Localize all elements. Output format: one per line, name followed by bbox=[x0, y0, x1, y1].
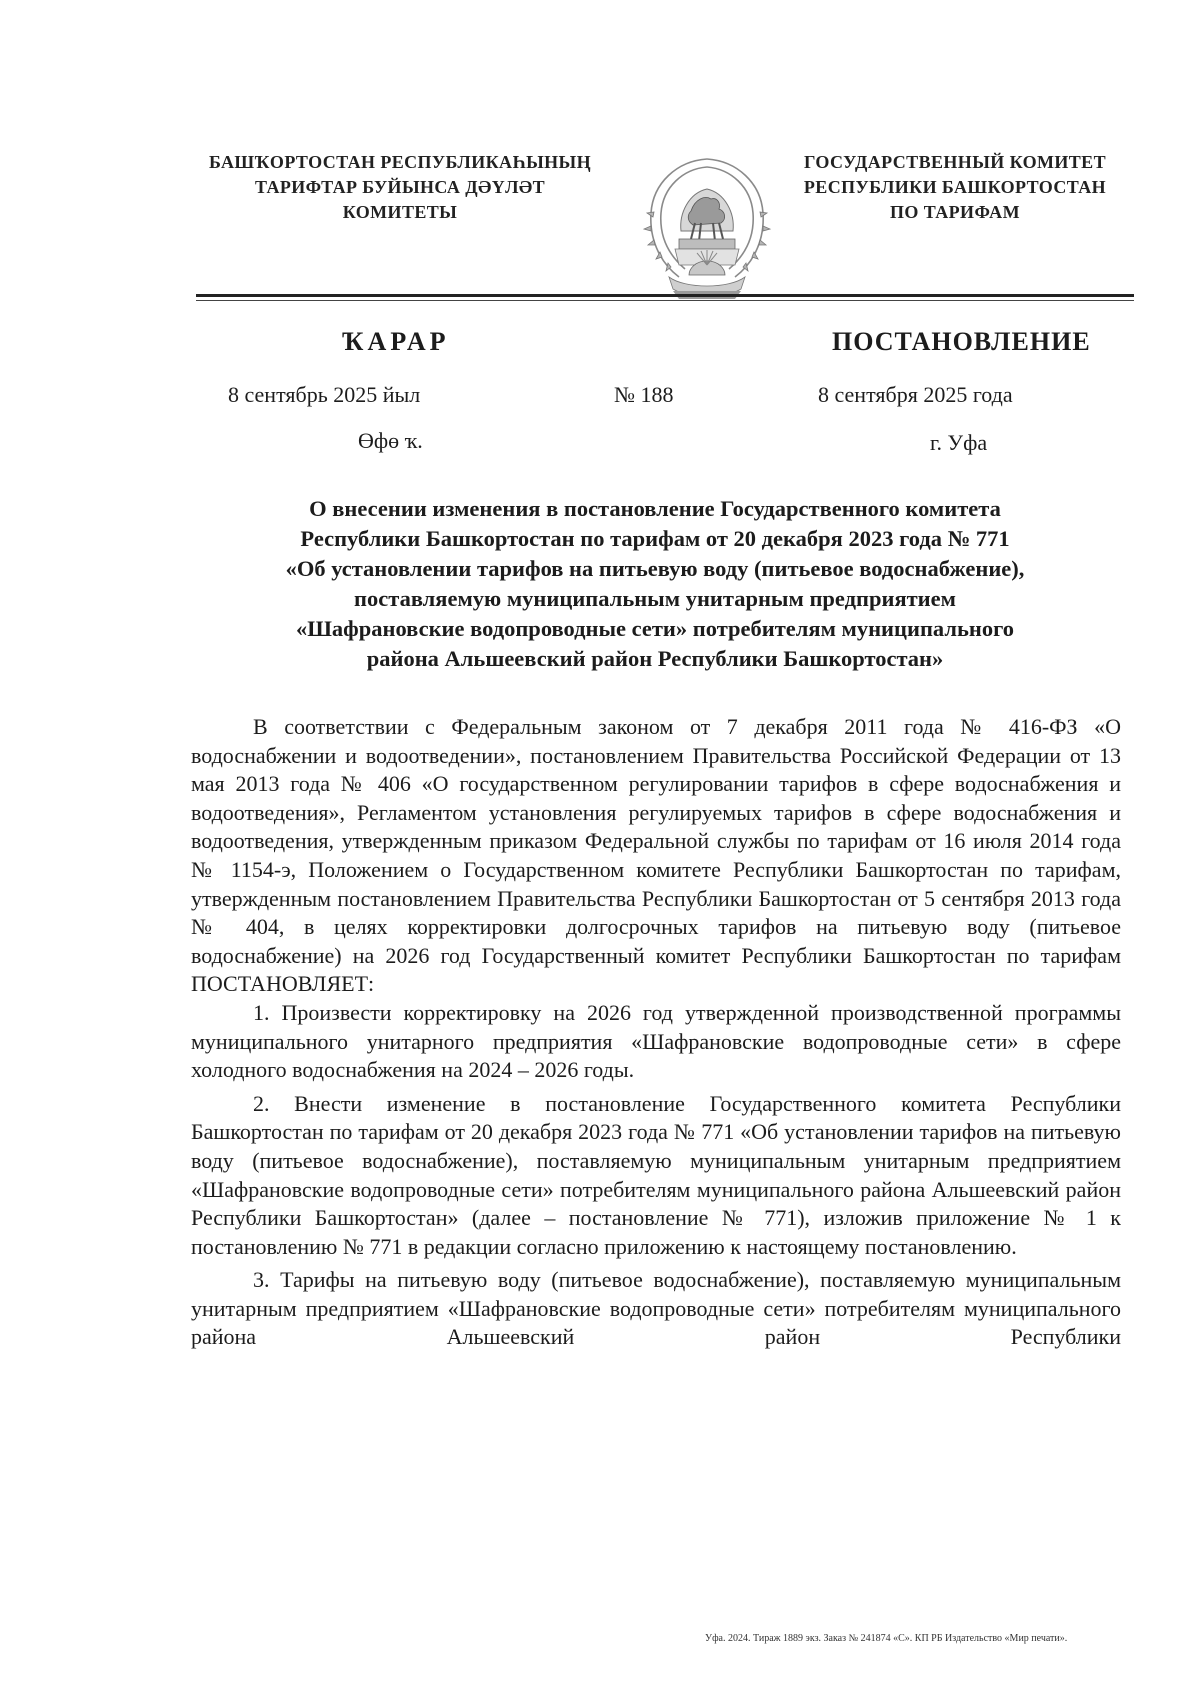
place-russian: г. Уфа bbox=[930, 430, 988, 455]
header-divider-thin bbox=[196, 300, 1134, 301]
header-bashkir-line: КОМИТЕТЫ bbox=[342, 202, 458, 222]
header-russian-line: РЕСПУБЛИКИ БАШКОРТОСТАН bbox=[803, 177, 1107, 197]
document-body bbox=[191, 713, 1121, 1352]
date-russian: 8 сентября 2025 года bbox=[818, 382, 1013, 407]
clause-2-paragraph: 2. Внести изменение в постановление Государственного комитета Республики Башкортостан по тарифам от 20 декабря 2023 года № 771 «Об установлении тарифов на питьевую воду (питьевое водоснабжение), поставляемую муниципальным унитарным предприятием «Шафрановские водопроводные сети» потребителям муниципального района Альшеевский район Республики Башкортостан» (далее – постановление № 771), изложив приложение № 1 к постановлению № 771 в редакции согласно приложению к настоящему постановлению. bbox=[191, 1090, 1121, 1259]
coat-of-arms-icon bbox=[635, 153, 780, 305]
header-bashkir bbox=[175, 150, 625, 225]
preamble-paragraph: В соответствии с Федеральным законом от 7 декабря 2011 года № 416-ФЗ «О водоснабжении и водоотведении», постановлением Правительства Российской Федерации от 13 мая 2013 года № 406 «О государственном регулировании тарифов в сфере водоснабжения и водоотведения», Регламентом установления регулируемых тарифов в сфере водоснабжения и водоотведения, утвержденным приказом Федеральной службы по тарифам от 16 июля 2014 года № 1154-э, Положением о Государственном комитете Республики Башкортостан по тарифам, утвержденным постановлением Правительства Республики Башкортостан от 5 сентября 2013 года № 404, в целях корректировки долгосрочных тарифов на питьевую воду (питьевое водоснабжение) на 2026 год Государственный комитет Республики Башкортостан по тарифам ПОСТАНОВЛЯЕТ: bbox=[191, 714, 1121, 997]
header-russian bbox=[790, 150, 1120, 225]
document-title bbox=[190, 494, 1120, 674]
title-line: района Альшеевский район Республики Башкортостан» bbox=[366, 646, 944, 671]
header-bashkir-line: БАШҠОРТОСТАН РЕСПУБЛИКАҺЫНЫҢ bbox=[208, 152, 592, 172]
title-line: «Шафрановские водопроводные сети» потребителям муниципального bbox=[295, 616, 1015, 641]
doc-type-bashkir: ҠАРАР bbox=[342, 327, 450, 356]
clause-3-paragraph: 3. Тарифы на питьевую воду (питьевое водоснабжение), поставляемую муниципальным унитарным предприятием «Шафрановские водопроводные сети» потребителям муниципального района Альшеевский район Республики bbox=[191, 1267, 1121, 1350]
date-bashkir: 8 сентябрь 2025 йыл bbox=[228, 382, 421, 407]
print-imprint: Уфа. 2024. Тираж 1889 экз. Заказ № 241874 «С». КП РБ Издательство «Мир печати». bbox=[705, 1633, 1068, 1644]
document-number: № 188 bbox=[614, 382, 674, 407]
title-line: поставляемую муниципальным унитарным предприятием bbox=[354, 586, 956, 611]
header-bashkir-line: ТАРИФТАР БУЙЫНСА ДӘҮЛӘТ bbox=[254, 177, 546, 197]
place-bashkir: Өфө ҡ. bbox=[358, 428, 423, 453]
doc-type-russian: ПОСТАНОВЛЕНИЕ bbox=[832, 327, 1091, 356]
header-divider-thick bbox=[196, 294, 1134, 297]
clause-1-paragraph: 1. Произвести корректировку на 2026 год утвержденной производственной программы муниципального унитарного предприятия «Шафрановские водопроводные сети» в сфере холодного водоснабжения на 2024 – 2026 годы. bbox=[191, 999, 1121, 1083]
title-line: О внесении изменения в постановление Государственного комитета bbox=[309, 496, 1001, 521]
title-line: Республики Башкортостан по тарифам от 20 декабря 2023 года № 771 bbox=[300, 526, 1010, 551]
header-russian-line: ГОСУДАРСТВЕННЫЙ КОМИТЕТ bbox=[804, 152, 1106, 172]
title-line: «Об установлении тарифов на питьевую воду (питьевое водоснабжение), bbox=[285, 556, 1025, 581]
header-russian-line: ПО ТАРИФАМ bbox=[890, 202, 1020, 222]
